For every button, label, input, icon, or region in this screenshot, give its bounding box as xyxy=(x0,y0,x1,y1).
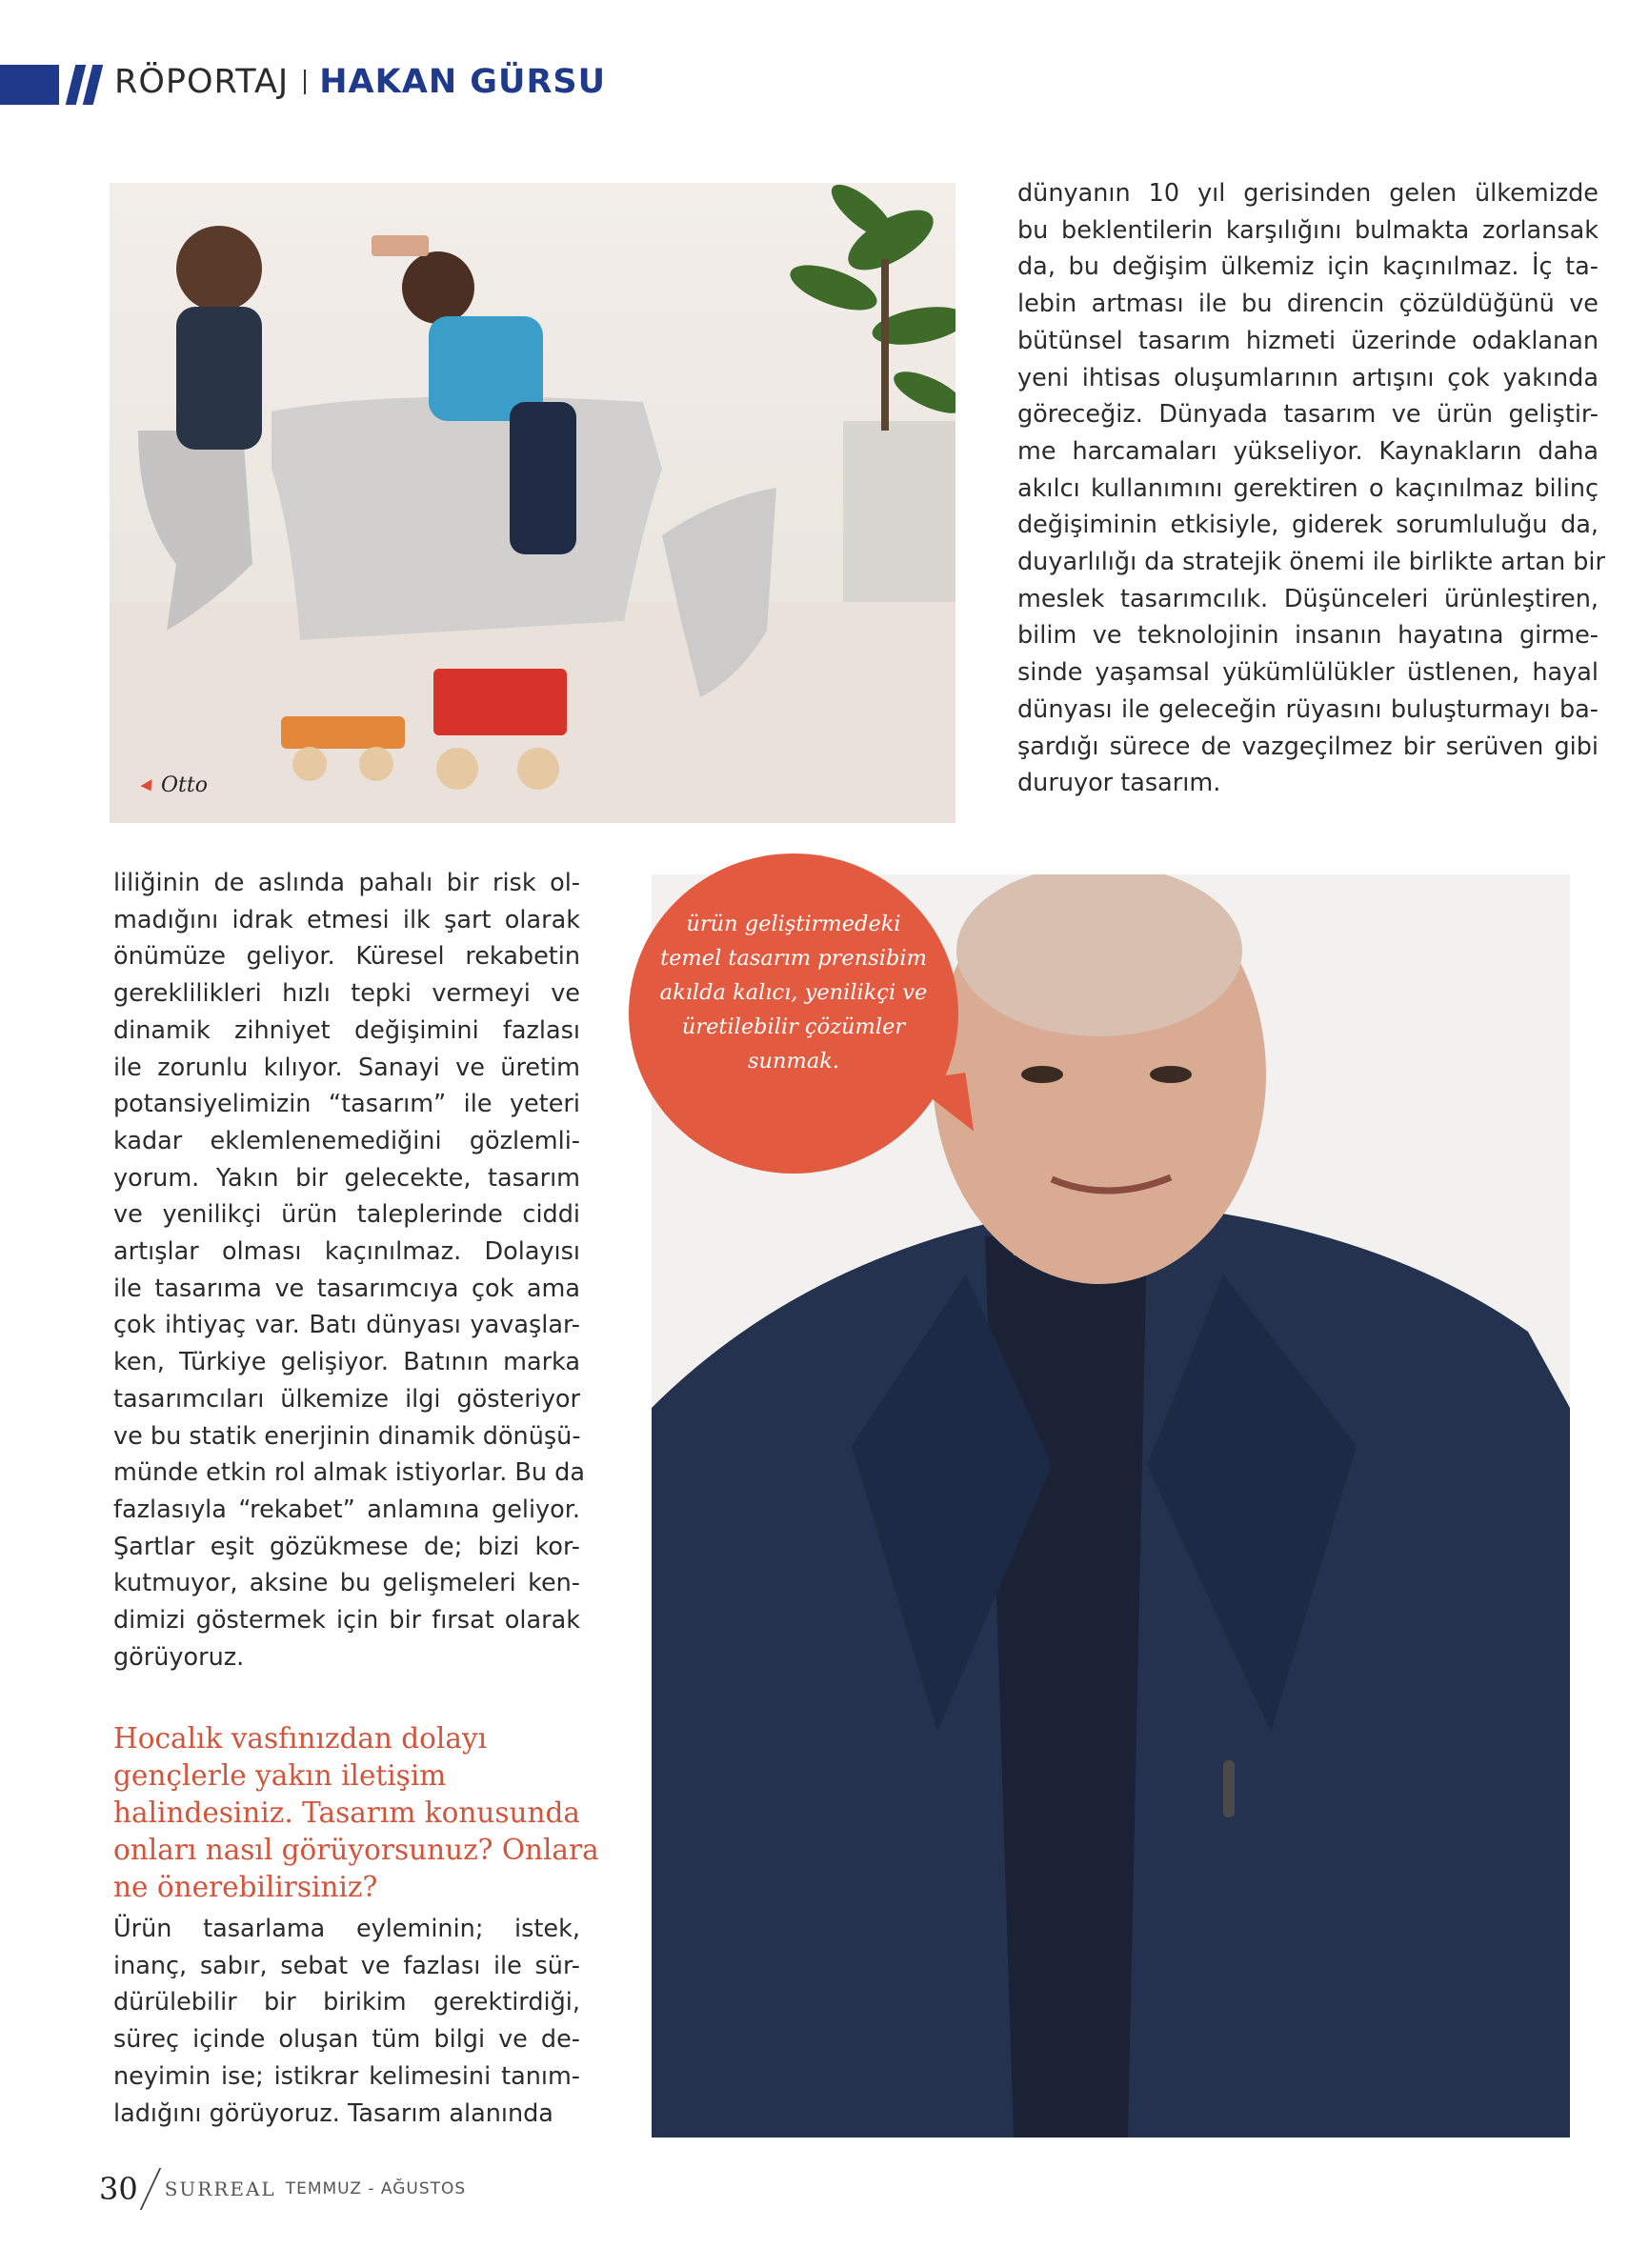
text-line: kadar eklemlenemediğini gözlemli- xyxy=(113,1126,580,1155)
text-line: yorum. Yakın bir gelecekte, tasarım xyxy=(113,1163,580,1193)
header-bar xyxy=(0,65,59,105)
text-line: dimizi göstermek için bir fırsat olarak xyxy=(113,1606,580,1636)
page-footer xyxy=(99,2168,466,2216)
footer-slash xyxy=(139,2168,161,2210)
text-line: tasarımcıları ülkemize ilgi gösteriyor xyxy=(113,1384,580,1414)
quote-text: ürün geliştirmedeki temel tasarım prensibim akılda kalıcı, yenilikçi ve üretilebilir çözümler sunmak. xyxy=(659,912,928,1074)
interview-question: Hocalık vasfınızdan dolayı gençlerle yakın iletişim halindesiniz. Tasarım konusunda onları nasıl görüyorsunuz? Onlara ne önerebilirsiniz? xyxy=(113,1722,599,1903)
text-line: fazlasıyla “rekabet” anlamına geliyor. xyxy=(113,1495,580,1524)
magazine-name: SURREAL xyxy=(164,2178,276,2200)
text-line: şardığı sürece de vazgeçilmez bir serüven gibi xyxy=(1017,732,1599,761)
text-line: ken, Türkiye gelişiyor. Batının marka xyxy=(113,1348,580,1377)
header-divider xyxy=(304,70,306,94)
text-line: liliğinin de aslında pahalı bir risk ol- xyxy=(113,869,580,897)
answer-text xyxy=(113,1911,580,2132)
interviewee-name: HAKAN GÜRSU xyxy=(319,63,607,101)
section-header xyxy=(114,63,606,101)
text-line: dinamik zihniyet değişimini fazlası xyxy=(113,1015,580,1045)
text-line: görüyoruz. xyxy=(113,1642,245,1672)
text-line: bütünsel tasarım hizmeti üzerinde odaklanan xyxy=(1017,326,1599,355)
text-line: Şartlar eşit gözükmese de; bizi kor- xyxy=(113,1532,580,1561)
text-line: önümüze geliyor. Küresel rekabetin xyxy=(113,942,580,972)
text-line: çok ihtiyaç var. Batı dünyası yavaşlar- xyxy=(113,1311,580,1340)
text-line: madığını idrak etmesi ilk şart olarak xyxy=(113,905,580,934)
text-line: da, bu değişim ülkemiz için kaçınılmaz. İç ta- xyxy=(1017,252,1599,282)
right-column-text xyxy=(1017,175,1605,802)
text-line: lebin artması ile bu direncin çözüldüğünü ve xyxy=(1017,290,1599,319)
text-line: potansiyelimizin “tasarım” ile yeteri xyxy=(113,1090,580,1119)
photo-children-illustration xyxy=(110,183,955,823)
text-line: kutmuyor, aksine bu gelişmeleri ken- xyxy=(113,1569,580,1598)
photo-children-furniture xyxy=(110,183,955,823)
text-line: sinde yaşamsal yükümlülükler üstlenen, hayal xyxy=(1017,658,1599,688)
page-number: 30 xyxy=(99,2171,138,2207)
text-line: dürülebilir bir birikim gerektirdiği, xyxy=(113,1988,580,2017)
text-line: değişiminin etkisiyle, giderek sorumluluğu da, xyxy=(1017,511,1599,540)
text-line: dünyası ile geleceğin rüyasını buluşturmayı ba- xyxy=(1017,694,1599,724)
text-line: neyimin ise; istikrar kelimesini tanım- xyxy=(113,2061,580,2091)
issue-date: TEMMUZ - AĞUSTOS xyxy=(285,2179,467,2198)
text-line: süreç içinde oluşan tüm bilgi ve de- xyxy=(113,2025,580,2055)
text-line: Ürün tasarlama eyleminin; istek, xyxy=(113,1915,580,1943)
header-slash-1 xyxy=(66,65,86,105)
text-line: artışlar olması kaçınılmaz. Dolayısı xyxy=(113,1237,580,1267)
text-line: bilim ve teknolojinin insanın hayatına girme- xyxy=(1017,621,1599,651)
text-line: inanç, sabır, sebat ve fazlası ile sür- xyxy=(113,1951,580,1980)
photo-caption xyxy=(142,773,208,797)
text-line: duruyor tasarım. xyxy=(1017,769,1221,798)
caption-arrow-icon xyxy=(140,779,156,794)
text-line: meslek tasarımcılık. Düşünceleri ürünleştiren, xyxy=(1017,584,1599,613)
text-line: ile tasarıma ve tasarımcıya çok ama xyxy=(113,1274,580,1303)
text-line: bu beklentilerin karşılığını bulmakta zorlansak xyxy=(1017,215,1599,245)
left-column-text xyxy=(113,865,585,1676)
text-line: ile zorunlu kılıyor. Sanayi ve üretim xyxy=(113,1053,580,1082)
text-line: ladığını görüyoruz. Tasarım alanında xyxy=(113,2098,553,2128)
text-line: ve yenilikçi ürün taleplerinde ciddi xyxy=(113,1200,580,1230)
text-line: ve bu statik enerjinin dinamik dönüşü- xyxy=(113,1421,581,1451)
text-line: yeni ihtisas oluşumlarının artışını çok yakında xyxy=(1017,363,1599,392)
text-line: me harcamaları yükseliyor. Kaynakların daha xyxy=(1017,436,1599,466)
section-label: RÖPORTAJ xyxy=(114,63,290,101)
text-line: gereklilikleri hızlı tepki vermeyi ve xyxy=(113,979,580,1009)
text-line: duyarlılığı da stratejik önemi ile birlikte artan bir xyxy=(1017,548,1605,577)
text-line: akılcı kullanımını gerektiren o kaçınılmaz bilinç xyxy=(1017,473,1599,503)
header-slash-2 xyxy=(83,65,103,105)
text-line: dünyanın 10 yıl gerisinden gelen ülkemizde xyxy=(1017,179,1599,208)
text-line: münde etkin rol almak istiyorlar. Bu da xyxy=(113,1458,585,1488)
quote-bubble-tail xyxy=(909,1073,974,1139)
text-line: göreceğiz. Dünyada tasarım ve ürün geliştir- xyxy=(1017,400,1599,430)
photo-caption-text: Otto xyxy=(161,773,208,797)
